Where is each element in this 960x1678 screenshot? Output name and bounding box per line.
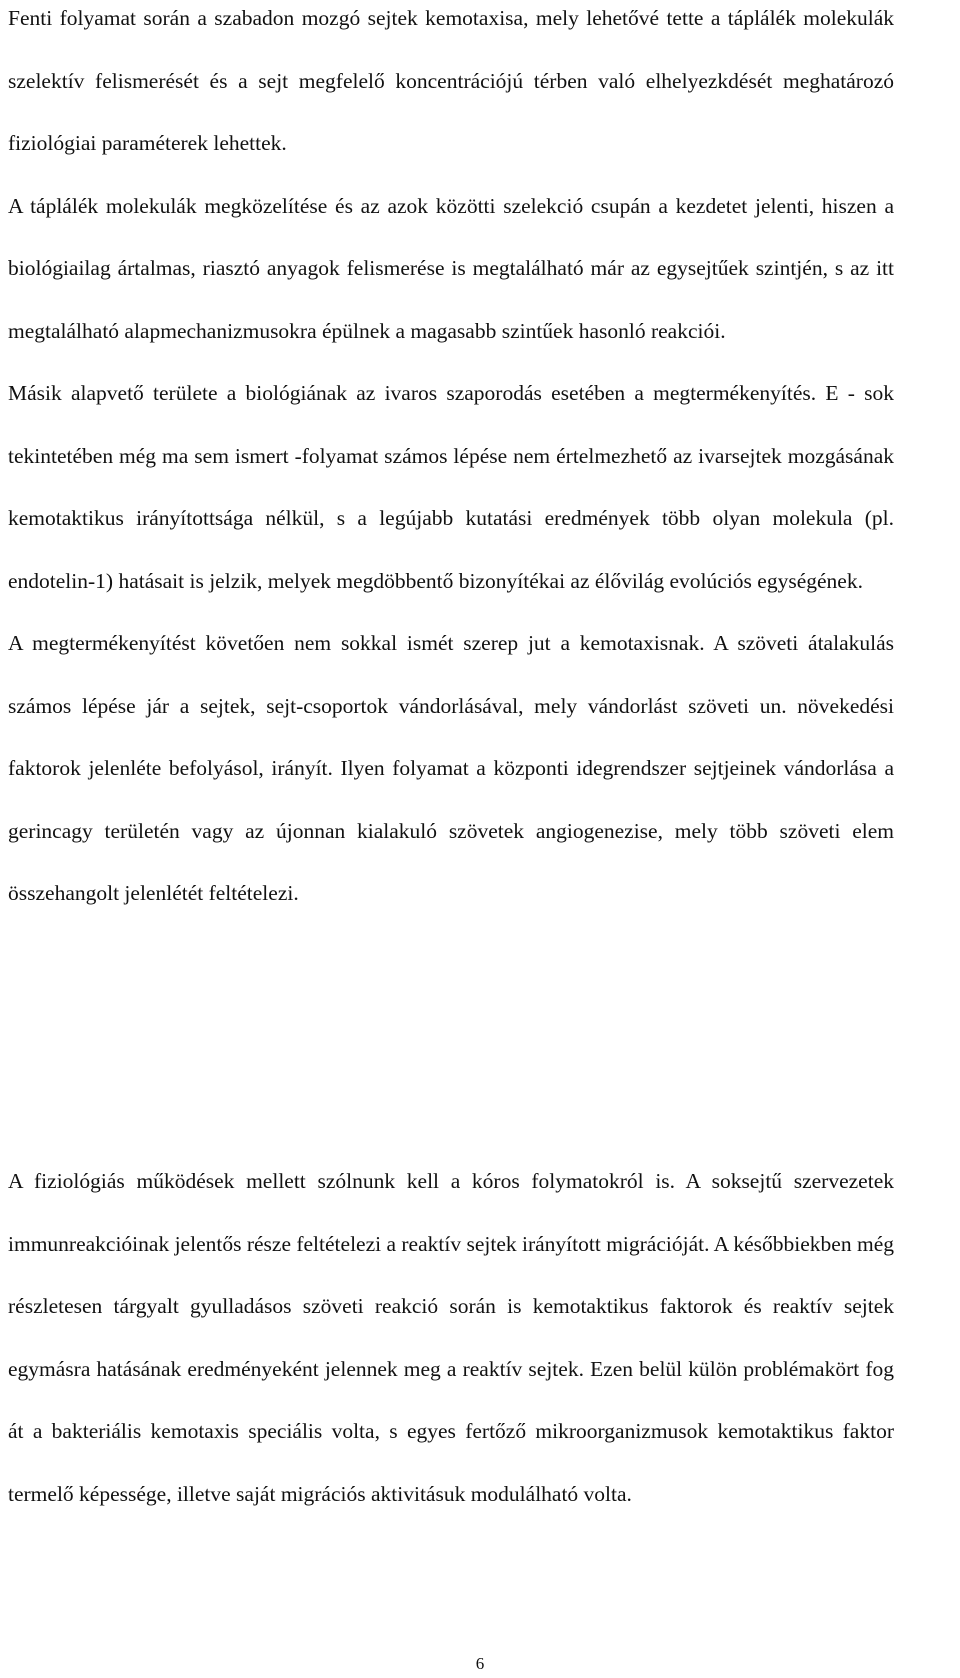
text-block-upper xyxy=(8,0,894,925)
text-block-lower xyxy=(8,1150,894,1525)
page-number: 6 xyxy=(475,1654,485,1673)
paragraph: Fenti folyamat során a szabadon mozgó sejtek kemotaxisa, mely lehetővé tette a táplálék molekulák szelektív felismerését és a sejt megfelelő koncentrációjú térben való elhelyezkdését meghatározó fiziológiai paraméterek lehettek. xyxy=(8,6,894,155)
paragraph: A megtermékenyítést követően nem sokkal ismét szerep jut a kemotaxisnak. A szöveti átalakulás számos lépése jár a sejtek, sejt-csoportok vándorlásával, mely vándorlást szöveti un. növekedési faktorok jelenléte befolyásol, irányít. Ilyen folyamat a központi idegrendszer sejtjeinek vándorlása a gerincagy területén vagy az újonnan kialakuló szövetek angiogenezise, mely több szöveti elem összehangolt jelenlétét feltételezi. xyxy=(8,631,894,905)
paragraph: Másik alapvető területe a biológiának az ivaros szaporodás esetében a megtermékenyítés. E - sok tekintetében még ma sem ismert -folyamat számos lépése nem értelmezhető az ivarsejtek mozgásának kemotaktikus irányítottsága nélkül, s a legújabb kutatási eredmények több olyan molekula (pl. endotelin-1) hatásait is jelzik, melyek megdöbbentő bizonyítékai az élővilág evolúciós egységének. xyxy=(8,381,894,593)
paragraph: A táplálék molekulák megközelítése és az azok közötti szelekció csupán a kezdetet jelenti, hiszen a biológiailag ártalmas, riasztó anyagok felismerése is megtalálható már az egysejtűek szintjén, s az itt megtalálható alapmechanizmusokra épülnek a magasabb szintűek hasonló reakciói. xyxy=(8,193,894,343)
paragraph: A fiziológiás működések mellett szólnunk kell a kóros folymatokról is. A soksejtű szervezetek immunreakcióinak jelentős része feltételezi a reaktív sejtek irányított migrációját. A későbbiekben még részletesen tárgyalt gyulladásos szöveti reakció során is kemotaktikus faktorok és reaktív sejtek egymásra hatásának eredményeként jelennek meg a reaktív sejtek. Ezen belül külön problémakört fog át a bakteriális kemotaxis speciális volta, s egyes fertőző mikroorganizmusok kemotaktikus faktor termelő képessége, illetve saját migrációs aktivitásuk modulálható volta. xyxy=(8,1169,894,1506)
